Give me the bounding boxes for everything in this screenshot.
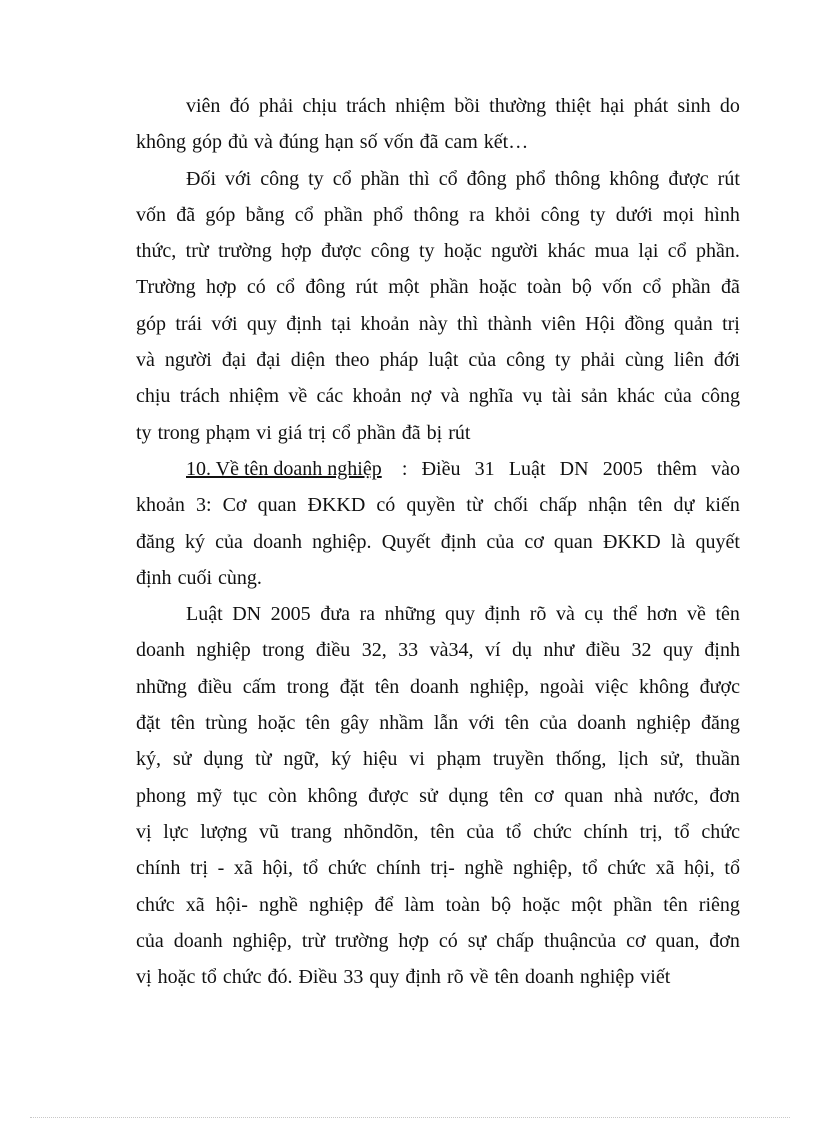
page-bottom-divider [30, 1117, 790, 1118]
text-line: chịu trách nhiệm về các khoản nợ và nghĩa vụ tài sản khác của công [136, 385, 740, 408]
text-line: 10. Về tên doanh nghiệp : Điều 31 Luật DN 2005 thêm vào [136, 451, 740, 487]
text-line: định cuối cùng. [136, 566, 262, 589]
text-line: Luật DN 2005 đưa ra những quy định rõ và cụ thể hơn về tên [186, 603, 740, 626]
text-line: thức, trừ trường hợp được công ty hoặc người khác mua lại cổ phần. [136, 240, 740, 263]
text-line: ký, sử dụng từ ngữ, ký hiệu vi phạm truyền thống, lịch sử, thuần [136, 748, 740, 771]
text-line: chức xã hội- nghề nghiệp để làm toàn bộ hoặc một phần tên riêng [136, 893, 740, 916]
text-line: của doanh nghiệp, trừ trường hợp có sự chấp thuậncủa cơ quan, đơn [136, 929, 740, 952]
text-line: đăng ký của doanh nghiệp. Quyết định của cơ quan ĐKKD là quyết [136, 530, 740, 553]
text-line: và người đại đại diện theo pháp luật của công ty phải cùng liên đới [136, 349, 740, 372]
text-line: phong mỹ tục còn không được sử dụng tên cơ quan nhà nước, đơn [136, 784, 740, 807]
text-line: những điều cấm trong đặt tên doanh nghiệp, ngoài việc không được [136, 675, 740, 698]
text-line: Đối với công ty cổ phần thì cổ đông phổ thông không được rút [186, 167, 740, 190]
text-line: vốn đã góp bằng cổ phần phổ thông ra khỏi công ty dưới mọi hình [136, 203, 740, 226]
text-line: doanh nghiệp trong điều 32, 33 và34, ví dụ như điều 32 quy định [136, 639, 740, 662]
text-line: vị lực lượng vũ trang nhõndõn, tên của tổ chức chính trị, tổ chức [136, 820, 740, 843]
body-text [136, 88, 740, 995]
text-line: khoản 3: Cơ quan ĐKKD có quyền từ chối chấp nhận tên dự kiến [136, 494, 740, 517]
text-line: ty trong phạm vi giá trị cổ phần đã bị rút [136, 421, 471, 444]
section-heading-underlined: 10. Về tên doanh nghiệp [186, 457, 382, 480]
text-line: vị hoặc tổ chức đó. Điều 33 quy định rõ về tên doanh nghiệp viết [136, 966, 671, 989]
text-line: viên đó phải chịu trách nhiệm bồi thường thiệt hại phát sinh do [186, 95, 740, 117]
text-line: Trường hợp có cổ đông rút một phần hoặc toàn bộ vốn cổ phần đã [136, 276, 740, 299]
text-line: không góp đủ và đúng hạn số vốn đã cam kết… [136, 131, 529, 154]
text-line: đặt tên trùng hoặc tên gây nhầm lẫn với tên của doanh nghiệp đăng [136, 712, 740, 735]
text-line: chính trị - xã hội, tổ chức chính trị- nghề nghiệp, tổ chức xã hội, tổ [136, 857, 740, 880]
text-line: góp trái với quy định tại khoản này thì thành viên Hội đồng quản trị [136, 312, 740, 335]
